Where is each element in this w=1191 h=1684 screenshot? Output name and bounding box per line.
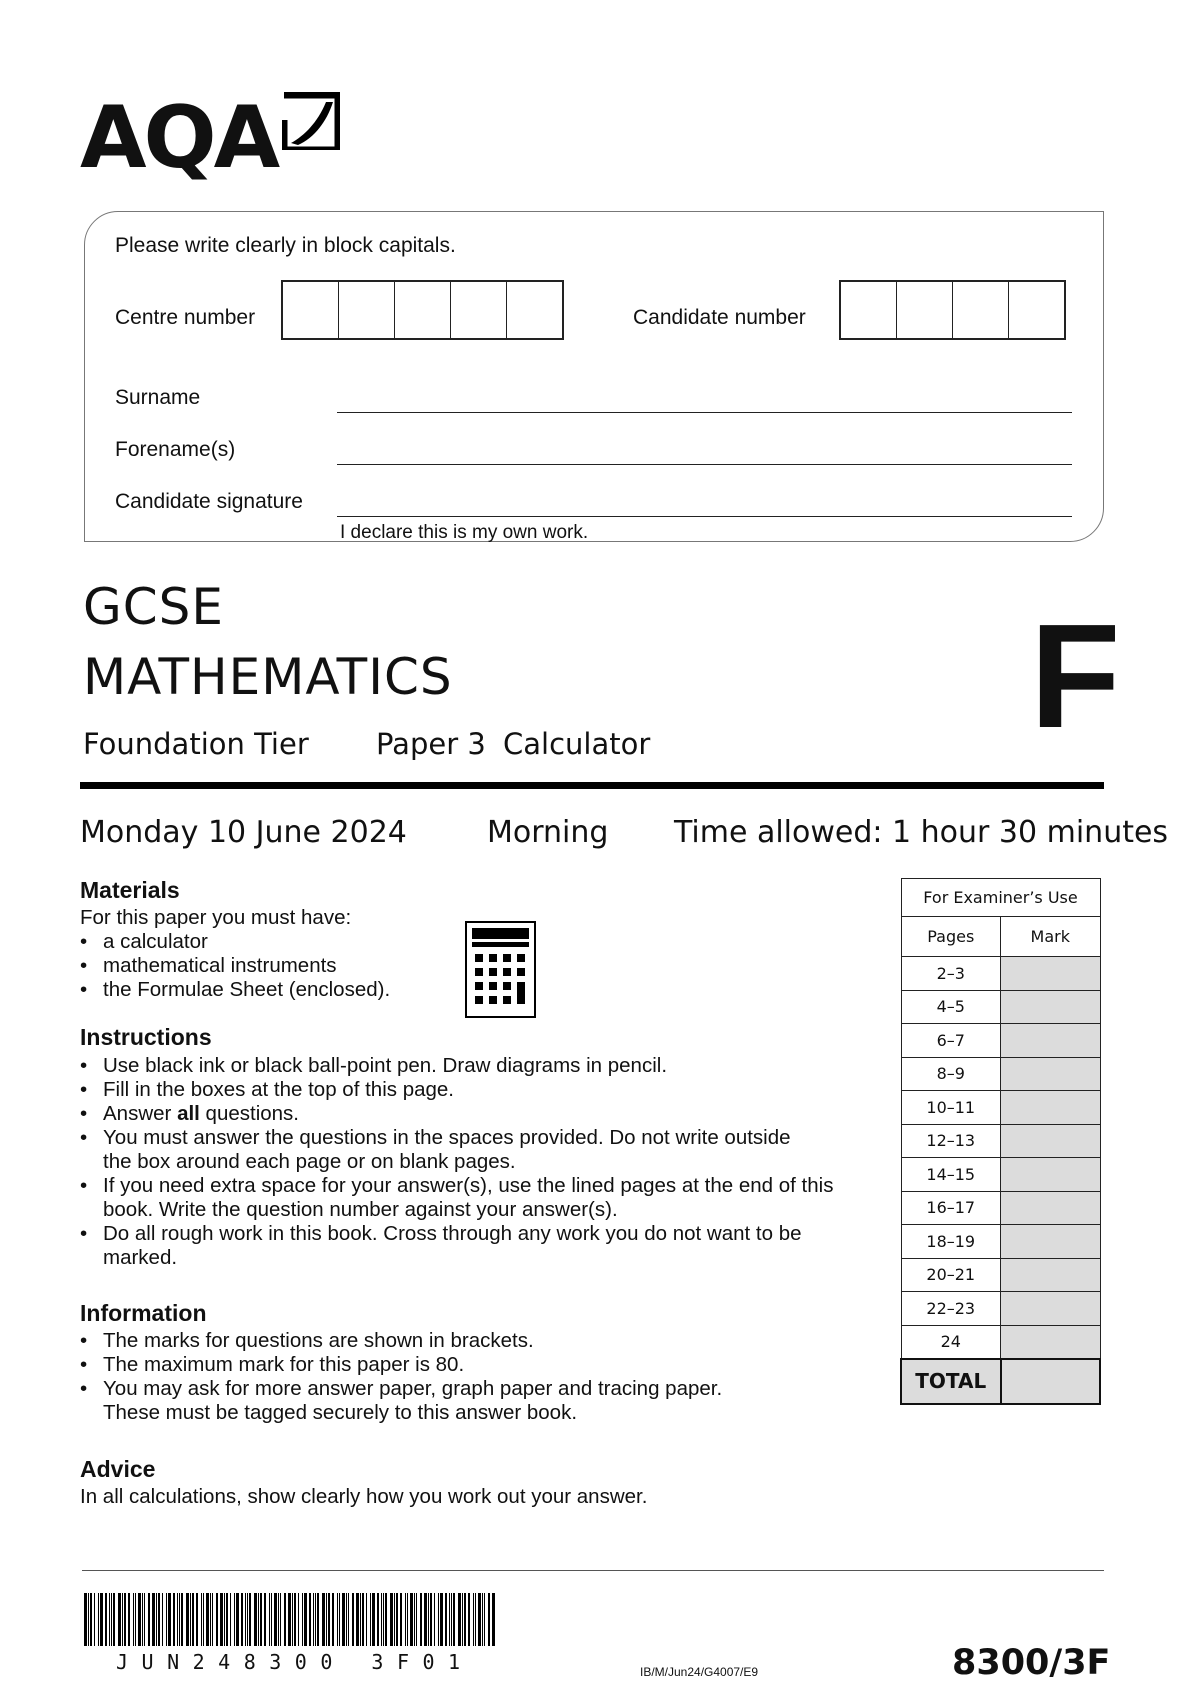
pages-cell: 8–9 [901, 1057, 1001, 1091]
mark-cell[interactable] [1001, 1258, 1101, 1292]
centre-digit-box[interactable] [283, 282, 339, 338]
list-item: • Do all rough work in this book. Cross through any work you do not want to be marked. [80, 1222, 863, 1270]
centre-digit-box[interactable] [339, 282, 395, 338]
materials-list [80, 930, 480, 1002]
table-row [901, 1124, 1100, 1158]
paper-type: Calculator [503, 727, 651, 761]
aqa-logo-text: AQA [80, 88, 278, 188]
candidate-digit-box[interactable] [841, 282, 897, 338]
centre-digit-box[interactable] [451, 282, 507, 338]
advice-heading: Advice [80, 1456, 156, 1482]
candidate-number-label: Candidate number [633, 306, 806, 329]
pages-cell: 6–7 [901, 1024, 1001, 1058]
barcode-number: JUN248300 3F01 [116, 1650, 474, 1674]
centre-digit-box[interactable] [395, 282, 451, 338]
centre-digit-box[interactable] [507, 282, 562, 338]
information-section [80, 1329, 800, 1425]
forename-label: Forename(s) [115, 438, 236, 461]
pages-header: Pages [901, 917, 1001, 957]
materials-heading: Materials [80, 877, 180, 903]
list-item [80, 1102, 870, 1126]
list-item: • mathematical instruments [80, 954, 480, 978]
signature-label: Candidate signature [115, 490, 303, 513]
pages-cell: 24 [901, 1325, 1001, 1359]
answer-all-pre: Answer [103, 1102, 178, 1125]
mark-cell[interactable] [1001, 1225, 1101, 1259]
qualification-title: GCSE [83, 578, 224, 636]
total-label: TOTAL [901, 1359, 1001, 1404]
information-heading: Information [80, 1300, 207, 1326]
mark-cell[interactable] [1001, 1024, 1101, 1058]
list-item: • If you need extra space for your answer(s), use the lined pages at the end of this book. Write the question number against your answer(s). [80, 1174, 870, 1222]
declaration-text: I declare this is my own work. [340, 522, 589, 543]
pages-cell: 22–23 [901, 1292, 1001, 1326]
examiners-use-table [900, 878, 1101, 1405]
exam-session: Morning [487, 815, 609, 850]
calculator-icon [465, 921, 536, 1018]
list-item: • a calculator [80, 930, 480, 954]
mark-cell[interactable] [1001, 1158, 1101, 1192]
list-item: • the Formulae Sheet (enclosed). [80, 978, 480, 1002]
list-item: • You may ask for more answer paper, graph paper and tracing paper. These must be tagged securely to this answer book. [80, 1377, 783, 1425]
pages-cell: 4–5 [901, 990, 1001, 1024]
examiners-use-title: For Examiner’s Use [901, 879, 1100, 917]
forename-line[interactable] [337, 464, 1072, 465]
table-row [901, 1158, 1100, 1192]
table-row [901, 1191, 1100, 1225]
document-reference: IB/M/Jun24/G4007/E9 [640, 1665, 759, 1679]
pages-cell: 20–21 [901, 1258, 1001, 1292]
list-item: • Use black ink or black ball-point pen. Draw diagrams in pencil. [80, 1054, 870, 1078]
instructions-heading: Instructions [80, 1024, 212, 1050]
footer-rule [82, 1570, 1104, 1571]
paper-number: Paper 3 [376, 727, 486, 761]
materials-intro: For this paper you must have: [80, 906, 352, 929]
barcode-icon [84, 1593, 496, 1646]
mark-cell[interactable] [1001, 1292, 1101, 1326]
information-list [80, 1329, 800, 1425]
exam-date: Monday 10 June 2024 [80, 815, 407, 850]
pages-cell: 14–15 [901, 1158, 1001, 1192]
mark-cell[interactable] [1001, 1325, 1101, 1359]
table-row [901, 957, 1100, 991]
list-item: • The marks for questions are shown in brackets. [80, 1329, 800, 1353]
mark-cell[interactable] [1001, 1057, 1101, 1091]
table-row [901, 1225, 1100, 1259]
pages-cell: 10–11 [901, 1091, 1001, 1125]
instructions-list [80, 1054, 870, 1270]
surname-line[interactable] [337, 412, 1072, 413]
pages-cell: 16–17 [901, 1191, 1001, 1225]
candidate-digit-box[interactable] [1009, 282, 1064, 338]
list-item: • Fill in the boxes at the top of this page. [80, 1078, 870, 1102]
mark-cell[interactable] [1001, 990, 1101, 1024]
title-rule [80, 782, 1104, 789]
aqa-logo-mark-icon [282, 92, 340, 150]
table-row [901, 1024, 1100, 1058]
instructions-section [80, 1054, 870, 1270]
surname-label: Surname [115, 386, 201, 409]
table-row [901, 1325, 1100, 1359]
centre-number-boxes[interactable] [281, 280, 564, 340]
candidate-number-boxes[interactable] [839, 280, 1066, 340]
block-capitals-instruction: Please write clearly in block capitals. [115, 234, 456, 257]
answer-all-emphasis: all [177, 1102, 200, 1125]
centre-number-label: Centre number [115, 306, 256, 329]
table-row [901, 990, 1100, 1024]
answer-all-post: questions. [199, 1102, 300, 1125]
paper-code: 8300/3F [952, 1643, 1111, 1683]
total-mark-cell[interactable] [1001, 1359, 1101, 1404]
time-allowed: Time allowed: 1 hour 30 minutes [674, 815, 1169, 850]
list-item: • You must answer the questions in the spaces provided. Do not write outside the box around each page or on blank pages. [80, 1126, 793, 1174]
tier-letter: F [1030, 594, 1121, 759]
table-row [901, 1292, 1100, 1326]
total-row [901, 1359, 1100, 1404]
subject-title: MATHEMATICS [83, 648, 453, 706]
mark-cell[interactable] [1001, 1124, 1101, 1158]
candidate-digit-box[interactable] [897, 282, 953, 338]
table-row [901, 1091, 1100, 1125]
table-row [901, 1057, 1100, 1091]
candidate-digit-box[interactable] [953, 282, 1009, 338]
table-row [901, 1258, 1100, 1292]
pages-cell: 18–19 [901, 1225, 1001, 1259]
pages-cell: 2–3 [901, 957, 1001, 991]
signature-line[interactable] [337, 516, 1072, 517]
advice-text: In all calculations, show clearly how you work out your answer. [80, 1485, 648, 1508]
tier-label: Foundation Tier [83, 727, 309, 761]
mark-cell[interactable] [1001, 1191, 1101, 1225]
list-item: • The maximum mark for this paper is 80. [80, 1353, 800, 1377]
pages-cell: 12–13 [901, 1124, 1001, 1158]
mark-cell[interactable] [1001, 957, 1101, 991]
mark-header: Mark [1001, 917, 1101, 957]
materials-section [80, 906, 480, 1002]
mark-cell[interactable] [1001, 1091, 1101, 1125]
